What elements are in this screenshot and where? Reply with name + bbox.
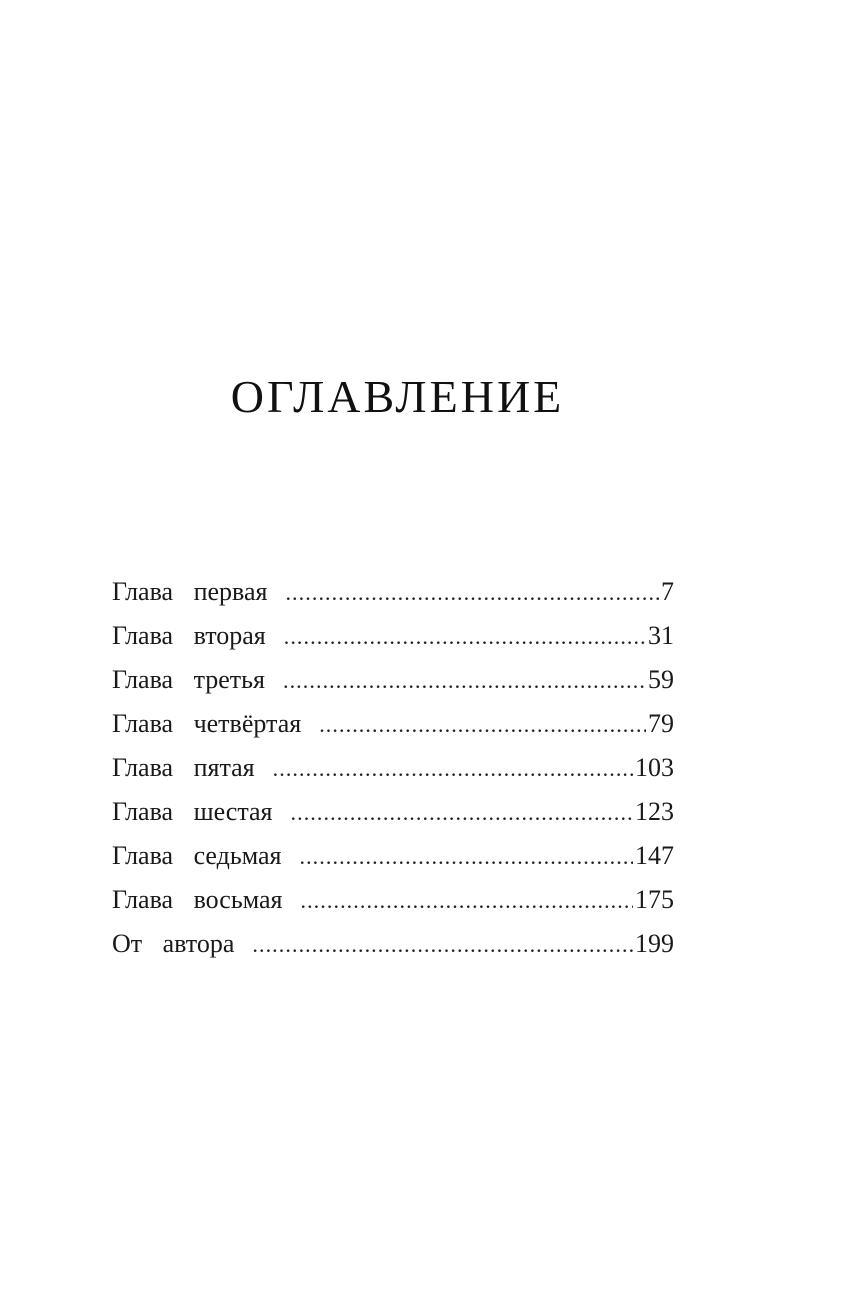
toc-entry[interactable]	[112, 572, 674, 616]
toc-entry-page: 7	[661, 577, 674, 606]
page-title: ОГЛАВЛЕНИЕ	[230, 370, 565, 422]
toc-entry-page: 123	[635, 797, 674, 826]
toc-entry-label: От автора	[112, 929, 235, 958]
dot-leader	[319, 705, 646, 745]
toc-entry-label: Глава седьмая	[112, 841, 282, 870]
toc-entry-page: 103	[635, 753, 674, 782]
toc-entry-page: 31	[648, 621, 674, 650]
toc-entry[interactable]	[112, 792, 674, 836]
toc-entry-label: Глава третья	[112, 665, 265, 694]
toc-entry-page: 79	[648, 709, 674, 738]
toc-entry[interactable]	[112, 880, 674, 924]
toc-entry-page: 175	[635, 885, 674, 914]
toc-entry[interactable]	[112, 616, 674, 660]
dot-leader	[285, 573, 659, 613]
toc-entry[interactable]	[112, 836, 674, 880]
dot-leader	[252, 925, 633, 965]
toc-entry-page: 59	[648, 665, 674, 694]
dot-leader	[273, 749, 633, 789]
toc-entry-label: Глава шестая	[112, 797, 273, 826]
toc-entry-label: Глава первая	[112, 577, 268, 606]
dot-leader	[291, 793, 634, 833]
dot-leader	[299, 837, 633, 877]
toc-entry[interactable]	[112, 704, 674, 748]
toc-entry-label: Глава восьмая	[112, 885, 283, 914]
toc-entry-label: Глава пятая	[112, 753, 255, 782]
dot-leader	[300, 881, 633, 921]
toc-entry[interactable]	[112, 660, 674, 704]
dot-leader	[284, 617, 646, 657]
toc-entry-label: Глава вторая	[112, 621, 266, 650]
toc-entry-page: 147	[635, 841, 674, 870]
dot-leader	[283, 661, 646, 701]
table-of-contents	[112, 572, 674, 968]
toc-entry-page: 199	[635, 929, 674, 958]
toc-entry[interactable]	[112, 748, 674, 792]
toc-entry[interactable]	[112, 924, 674, 968]
toc-entry-label: Глава четвёртая	[112, 709, 302, 738]
